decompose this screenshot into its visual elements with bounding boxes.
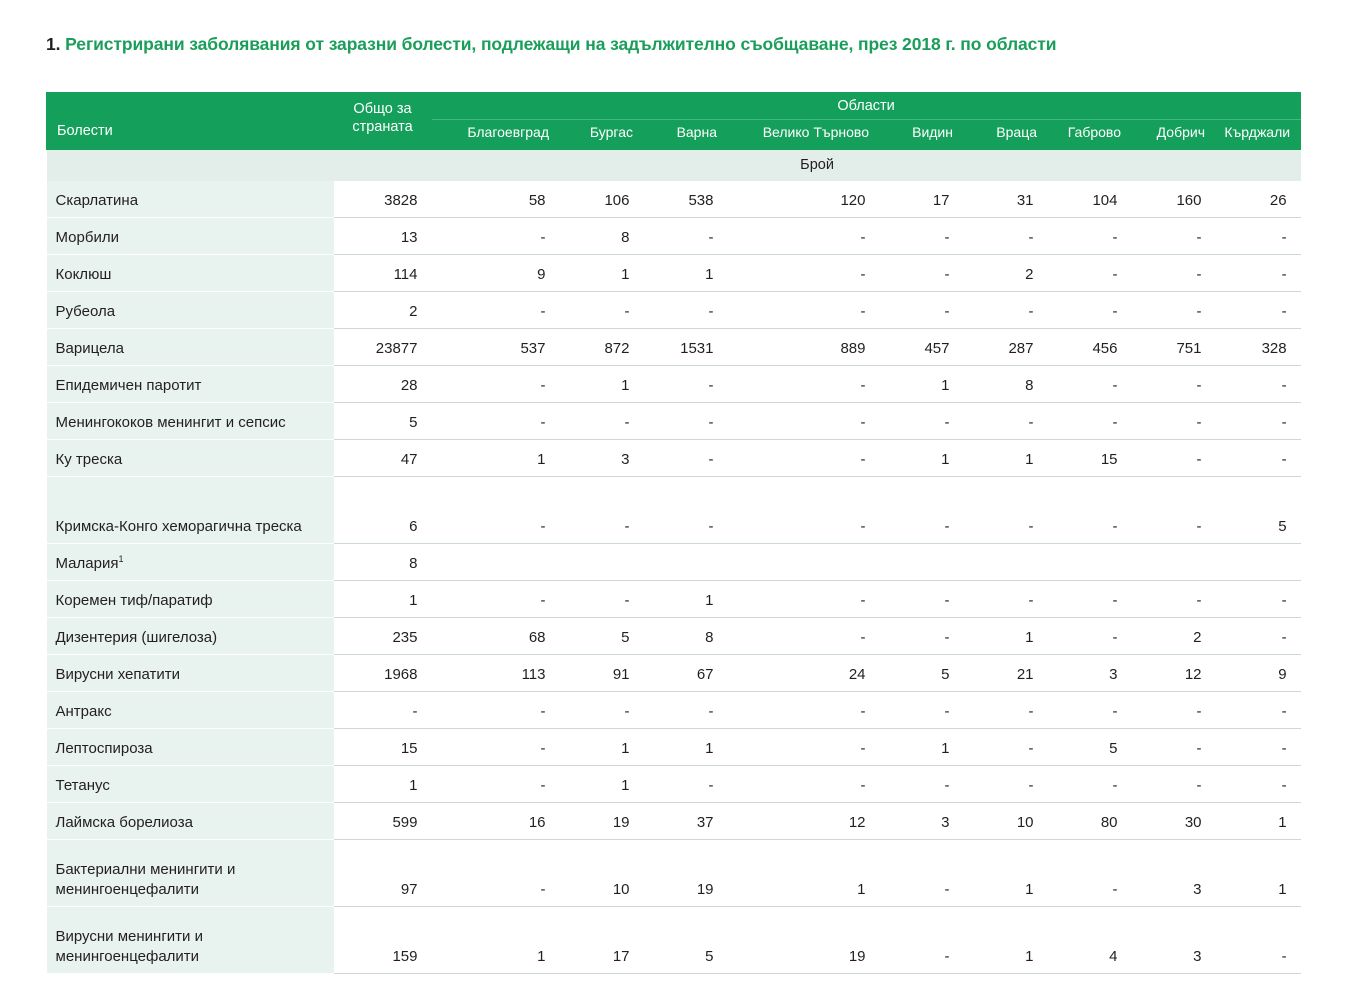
value-region: - <box>1216 692 1301 729</box>
value-region: - <box>1048 766 1132 803</box>
value-region: - <box>644 366 728 403</box>
table-row <box>47 181 1301 218</box>
value-region: - <box>964 692 1048 729</box>
disease-name: Морбили <box>47 218 334 255</box>
value-region: 457 <box>880 329 964 366</box>
value-region: 3 <box>1048 655 1132 692</box>
value-region: 31 <box>964 181 1048 218</box>
value-region: - <box>1132 292 1216 329</box>
value-region: - <box>1048 618 1132 655</box>
value-region: 1 <box>880 440 964 477</box>
value-region: 1 <box>964 840 1048 907</box>
value-region: 1 <box>432 907 560 974</box>
value-region: - <box>1048 292 1132 329</box>
header-row-group <box>47 93 1301 120</box>
disease-name: Коремен тиф/паратиф <box>47 581 334 618</box>
value-region: - <box>880 292 964 329</box>
value-region: 104 <box>1048 181 1132 218</box>
value-region: - <box>964 292 1048 329</box>
table-row <box>47 218 1301 255</box>
value-region: 80 <box>1048 803 1132 840</box>
table-row <box>47 907 1301 974</box>
value-region: - <box>880 618 964 655</box>
value-region: 5 <box>560 618 644 655</box>
value-region: 537 <box>432 329 560 366</box>
value-region <box>560 544 644 581</box>
value-region: 1 <box>432 440 560 477</box>
value-region: 1 <box>644 255 728 292</box>
value-region: - <box>964 218 1048 255</box>
value-region: - <box>880 403 964 440</box>
value-region: - <box>964 477 1048 544</box>
value-total: 5 <box>334 403 432 440</box>
value-region: - <box>880 907 964 974</box>
value-region: - <box>1216 907 1301 974</box>
value-region: 1 <box>560 729 644 766</box>
value-region: 67 <box>644 655 728 692</box>
table-body <box>47 149 1301 974</box>
table-row <box>47 544 1301 581</box>
value-region: 26 <box>1216 181 1301 218</box>
unit-row <box>47 149 1301 181</box>
value-region: - <box>728 292 880 329</box>
value-total: 1 <box>334 766 432 803</box>
unit-label: Брой <box>334 149 1301 181</box>
value-region: 120 <box>728 181 880 218</box>
value-region: - <box>1216 292 1301 329</box>
header-region-vidin: Видин <box>880 120 964 150</box>
value-region: - <box>560 692 644 729</box>
value-region: - <box>560 292 644 329</box>
value-region: - <box>644 218 728 255</box>
value-region: - <box>880 218 964 255</box>
value-total: 97 <box>334 840 432 907</box>
header-total: Общо за страната <box>334 93 432 150</box>
value-region: - <box>432 766 560 803</box>
value-region <box>880 544 964 581</box>
disease-name: Тетанус <box>47 766 334 803</box>
value-region: 24 <box>728 655 880 692</box>
table-row <box>47 366 1301 403</box>
disease-name: Вирусни менингити и менингоенцефалити <box>47 907 334 974</box>
value-region: 10 <box>560 840 644 907</box>
value-region: - <box>728 766 880 803</box>
value-total: 23877 <box>334 329 432 366</box>
value-region: - <box>1132 403 1216 440</box>
value-region: - <box>880 692 964 729</box>
value-region: 889 <box>728 329 880 366</box>
value-region: - <box>880 840 964 907</box>
value-total: 159 <box>334 907 432 974</box>
table-row <box>47 840 1301 907</box>
value-region <box>1048 544 1132 581</box>
infectious-diseases-table <box>46 92 1301 974</box>
table-row <box>47 477 1301 544</box>
value-region: - <box>880 581 964 618</box>
header-region-blagoevgrad: Благоевград <box>432 120 560 150</box>
value-region: - <box>432 366 560 403</box>
disease-name: Кримска-Конго хеморагична треска <box>47 477 334 544</box>
value-region: 328 <box>1216 329 1301 366</box>
value-region: 1531 <box>644 329 728 366</box>
value-total: 235 <box>334 618 432 655</box>
value-region: 17 <box>560 907 644 974</box>
value-region: - <box>880 255 964 292</box>
value-region: 2 <box>1132 618 1216 655</box>
header-region-vratsa: Враца <box>964 120 1048 150</box>
value-region <box>728 544 880 581</box>
value-region: 5 <box>644 907 728 974</box>
value-region: 58 <box>432 181 560 218</box>
value-region: 3 <box>560 440 644 477</box>
table-row <box>47 618 1301 655</box>
value-region: 68 <box>432 618 560 655</box>
value-region: 160 <box>1132 181 1216 218</box>
table-header <box>47 93 1301 150</box>
value-region: - <box>1216 766 1301 803</box>
value-region: - <box>1048 218 1132 255</box>
value-region: 1 <box>728 840 880 907</box>
value-region: 1 <box>1216 803 1301 840</box>
value-region <box>432 544 560 581</box>
value-region: 5 <box>880 655 964 692</box>
value-region: 1 <box>644 581 728 618</box>
value-region: - <box>1132 729 1216 766</box>
title-number: 1. <box>46 34 61 54</box>
value-region: 5 <box>1048 729 1132 766</box>
value-region: - <box>432 292 560 329</box>
value-region: 19 <box>560 803 644 840</box>
value-total: 47 <box>334 440 432 477</box>
footnote-marker: 1 <box>118 553 124 564</box>
value-region: 30 <box>1132 803 1216 840</box>
value-total: 1 <box>334 581 432 618</box>
value-region: 1 <box>964 440 1048 477</box>
unit-blank-cell <box>47 149 334 181</box>
value-total: 8 <box>334 544 432 581</box>
header-region-veliko-tarnovo: Велико Търново <box>728 120 880 150</box>
value-region: 8 <box>560 218 644 255</box>
value-region: 3 <box>880 803 964 840</box>
disease-name: Дизентерия (шигелоза) <box>47 618 334 655</box>
value-region: 456 <box>1048 329 1132 366</box>
value-region: - <box>728 477 880 544</box>
table-row <box>47 403 1301 440</box>
value-total: 13 <box>334 218 432 255</box>
value-region: - <box>1216 255 1301 292</box>
disease-name: Лептоспироза <box>47 729 334 766</box>
disease-name: Лаймска борелиоза <box>47 803 334 840</box>
disease-name: Рубеола <box>47 292 334 329</box>
value-region: - <box>964 403 1048 440</box>
value-region: - <box>728 366 880 403</box>
value-region: 91 <box>560 655 644 692</box>
value-region: - <box>1216 218 1301 255</box>
disease-name: Епидемичен паротит <box>47 366 334 403</box>
value-region: - <box>1048 692 1132 729</box>
table-row <box>47 440 1301 477</box>
value-region <box>1216 544 1301 581</box>
value-total: 6 <box>334 477 432 544</box>
value-region: 1 <box>1216 840 1301 907</box>
value-region: - <box>728 692 880 729</box>
value-region: 17 <box>880 181 964 218</box>
header-regions-group: Области <box>432 93 1301 120</box>
value-region: 8 <box>964 366 1048 403</box>
value-region: - <box>964 766 1048 803</box>
value-region: 1 <box>560 766 644 803</box>
value-region: - <box>432 403 560 440</box>
value-region: - <box>728 255 880 292</box>
value-region: 113 <box>432 655 560 692</box>
value-region: 10 <box>964 803 1048 840</box>
value-region: 1 <box>880 366 964 403</box>
disease-name: Антракс <box>47 692 334 729</box>
value-region: - <box>1132 218 1216 255</box>
value-region: 21 <box>964 655 1048 692</box>
value-region: - <box>644 477 728 544</box>
value-region: - <box>432 729 560 766</box>
value-region: 1 <box>644 729 728 766</box>
value-region: 12 <box>1132 655 1216 692</box>
value-total: - <box>334 692 432 729</box>
value-total: 2 <box>334 292 432 329</box>
value-region <box>964 544 1048 581</box>
value-region: 3 <box>1132 840 1216 907</box>
header-region-dobrich: Добрич <box>1132 120 1216 150</box>
disease-name: Малария$^1$ <box>47 544 334 581</box>
disease-name: Ку треска <box>47 440 334 477</box>
value-region: - <box>1132 766 1216 803</box>
value-region: - <box>728 218 880 255</box>
value-region: - <box>1216 440 1301 477</box>
value-region <box>1132 544 1216 581</box>
value-region: - <box>1132 581 1216 618</box>
header-region-gabrovo: Габрово <box>1048 120 1132 150</box>
table-row <box>47 329 1301 366</box>
value-region: - <box>644 403 728 440</box>
value-region: - <box>560 581 644 618</box>
header-diseases: Болести <box>47 93 334 150</box>
table-row <box>47 255 1301 292</box>
value-region: 1 <box>964 907 1048 974</box>
disease-name: Скарлатина <box>47 181 334 218</box>
header-region-kardzhali: Кърджали <box>1216 120 1301 150</box>
value-region: - <box>1216 618 1301 655</box>
value-region: 9 <box>432 255 560 292</box>
value-region: - <box>728 729 880 766</box>
value-region: - <box>1216 729 1301 766</box>
value-region: - <box>1132 366 1216 403</box>
table-row <box>47 766 1301 803</box>
value-region: 5 <box>1216 477 1301 544</box>
value-region: - <box>644 292 728 329</box>
value-region: 12 <box>728 803 880 840</box>
value-region: - <box>1048 403 1132 440</box>
disease-name: Коклюш <box>47 255 334 292</box>
value-region: 751 <box>1132 329 1216 366</box>
value-region: - <box>964 581 1048 618</box>
value-region: - <box>644 766 728 803</box>
value-region: - <box>644 440 728 477</box>
disease-name: Бактериални менингити и менингоенцефалити <box>47 840 334 907</box>
value-region: 4 <box>1048 907 1132 974</box>
value-region: - <box>880 477 964 544</box>
value-region: - <box>1048 255 1132 292</box>
value-region: 1 <box>964 618 1048 655</box>
title-text: Регистрирани заболявания от заразни болести, подлежащи на задължително съобщаване, през 2018 г. по области <box>65 34 1057 54</box>
value-region: - <box>1132 255 1216 292</box>
page-title <box>46 34 1322 55</box>
table-row <box>47 655 1301 692</box>
value-region: 538 <box>644 181 728 218</box>
value-region: 106 <box>560 181 644 218</box>
value-region: 287 <box>964 329 1048 366</box>
value-region: 872 <box>560 329 644 366</box>
value-region: 2 <box>964 255 1048 292</box>
value-region: - <box>432 692 560 729</box>
value-region: - <box>1048 840 1132 907</box>
disease-name: Варицела <box>47 329 334 366</box>
value-total: 1968 <box>334 655 432 692</box>
value-region: 19 <box>728 907 880 974</box>
value-total: 15 <box>334 729 432 766</box>
table-row <box>47 803 1301 840</box>
value-region: 1 <box>880 729 964 766</box>
table-row <box>47 692 1301 729</box>
value-region: - <box>644 692 728 729</box>
value-region: - <box>964 729 1048 766</box>
disease-name: Менингококов менингит и сепсис <box>47 403 334 440</box>
value-region: - <box>1132 692 1216 729</box>
table-row <box>47 292 1301 329</box>
table-row <box>47 581 1301 618</box>
value-region: 19 <box>644 840 728 907</box>
value-region: - <box>1216 581 1301 618</box>
value-region: 15 <box>1048 440 1132 477</box>
value-region: 1 <box>560 255 644 292</box>
value-total: 599 <box>334 803 432 840</box>
value-region: - <box>1216 403 1301 440</box>
value-total: 3828 <box>334 181 432 218</box>
header-region-varna: Варна <box>644 120 728 150</box>
value-region: - <box>728 403 880 440</box>
value-region: - <box>432 218 560 255</box>
value-region <box>644 544 728 581</box>
value-region: - <box>560 477 644 544</box>
value-region: - <box>432 581 560 618</box>
value-region: 3 <box>1132 907 1216 974</box>
table-row <box>47 729 1301 766</box>
value-region: - <box>728 618 880 655</box>
value-region: - <box>1048 477 1132 544</box>
value-region: - <box>432 477 560 544</box>
header-region-burgas: Бургас <box>560 120 644 150</box>
value-region: - <box>1132 440 1216 477</box>
value-region: - <box>1216 366 1301 403</box>
value-region: - <box>1048 581 1132 618</box>
value-region: - <box>728 581 880 618</box>
value-region: - <box>728 440 880 477</box>
value-region: 37 <box>644 803 728 840</box>
value-region: - <box>880 766 964 803</box>
value-region: - <box>1048 366 1132 403</box>
value-total: 114 <box>334 255 432 292</box>
value-region: - <box>432 840 560 907</box>
value-region: - <box>560 403 644 440</box>
value-region: 9 <box>1216 655 1301 692</box>
value-region: 1 <box>560 366 644 403</box>
disease-name: Вирусни хепатити <box>47 655 334 692</box>
value-total: 28 <box>334 366 432 403</box>
value-region: 8 <box>644 618 728 655</box>
value-region: - <box>1132 477 1216 544</box>
value-region: 16 <box>432 803 560 840</box>
